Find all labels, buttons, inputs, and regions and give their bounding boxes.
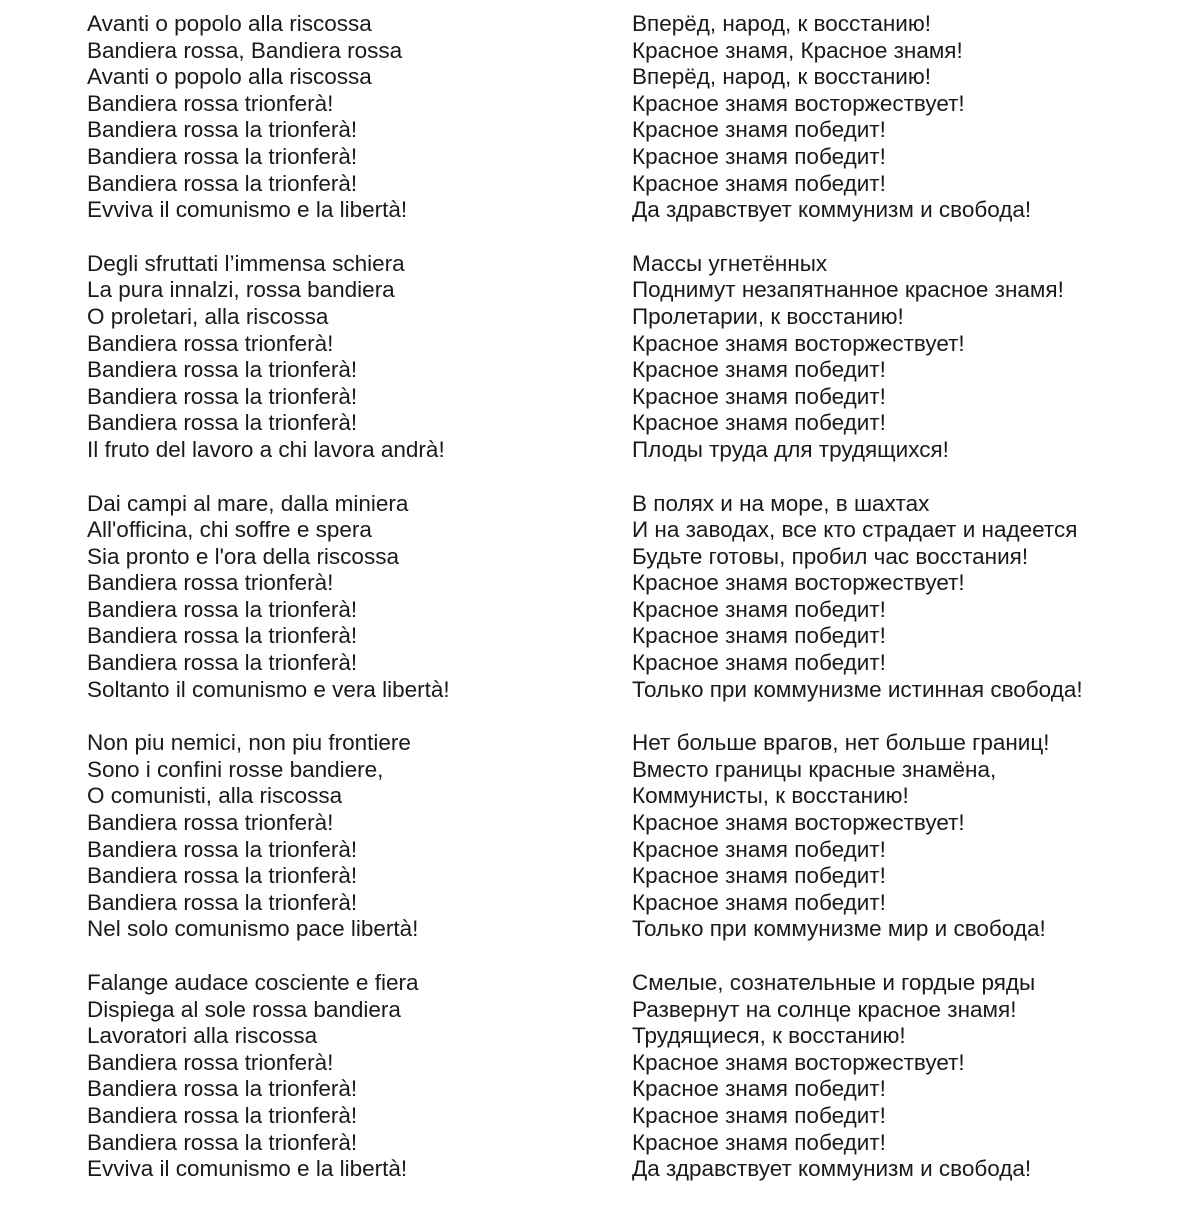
russian-lyric-line: Пролетарии, к восстанию!	[632, 303, 904, 329]
russian-lyric-line: Красное знамя, Красное знамя!	[632, 37, 963, 63]
italian-lyric-line: Dispiega al sole rossa bandiera	[87, 996, 401, 1022]
italian-lyric-line: Bandiera rossa la trionferà!	[87, 623, 358, 649]
russian-lyric-line: Смелые, сознательные и гордые ряды	[632, 970, 1036, 995]
russian-lyrics-column	[632, 11, 1172, 1210]
russian-lyric-line: Только при коммунизме мир и свобода!	[632, 916, 1046, 942]
italian-lyric-line: Evviva il comunismo e la libertà!	[87, 1156, 408, 1182]
russian-lyric-line: Красное знамя победит!	[632, 383, 886, 409]
italian-lyric-line: Bandiera rossa la trionferà!	[87, 889, 358, 915]
italian-lyric-line: Sia pronto e l'ora della riscossa	[87, 543, 399, 569]
italian-lyric-line: Bandiera rossa la trionferà!	[87, 596, 358, 622]
italian-lyric-line: Bandiera rossa trionferà!	[87, 330, 334, 356]
italian-lyric-line: Bandiera rossa la trionferà!	[87, 383, 358, 409]
russian-lyric-line: Красное знамя восторжествует!	[632, 1049, 965, 1075]
italian-lyric-line: Bandiera rossa trionferà!	[87, 570, 334, 596]
russian-lyric-line: Красное знамя победит!	[632, 1102, 886, 1128]
russian-lyric-line: Красное знамя победит!	[632, 1129, 886, 1155]
italian-stanza	[87, 491, 607, 704]
russian-lyric-line: Красное знамя восторжествует!	[632, 90, 965, 116]
italian-lyric-line: Degli sfruttati l’immensa schiera	[87, 250, 405, 276]
italian-lyric-line: Non piu nemici, non piu frontiere	[87, 730, 411, 756]
italian-lyric-line: Bandiera rossa la trionferà!	[87, 410, 358, 436]
russian-lyric-line: Будьте готовы, пробил час восстания!	[632, 543, 1029, 569]
russian-lyric-line: Красное знамя победит!	[632, 117, 886, 143]
russian-lyric-line: Вперёд, народ, к восстанию!	[632, 11, 931, 36]
russian-lyric-line: Красное знамя победит!	[632, 143, 886, 169]
italian-lyric-line: Sono i confini rosse bandiere,	[87, 756, 384, 782]
italian-lyric-line: La pura innalzi, rossa bandiera	[87, 277, 395, 303]
italian-lyric-line: Bandiera rossa trionferà!	[87, 90, 334, 116]
italian-lyric-line: Bandiera rossa la trionferà!	[87, 117, 358, 143]
russian-lyric-line: Красное знамя победит!	[632, 623, 886, 649]
russian-lyric-line: Только при коммунизме истинная свобода!	[632, 676, 1083, 702]
russian-lyric-line: Поднимут незапятнанное красное знамя!	[632, 277, 1064, 303]
italian-lyric-line: Avanti o popolo alla riscossa	[87, 64, 372, 90]
italian-lyric-line: Bandiera rossa la trionferà!	[87, 863, 358, 889]
italian-lyric-line: Bandiera rossa la trionferà!	[87, 650, 358, 676]
italian-stanza	[87, 251, 607, 464]
italian-lyric-line: O comunisti, alla riscossa	[87, 783, 343, 809]
russian-lyric-line: И на заводах, все кто страдает и надеется	[632, 517, 1078, 543]
italian-lyric-line: Soltanto il comunismo e vera libertà!	[87, 676, 450, 702]
russian-lyric-line: Массы угнетённых	[632, 250, 828, 276]
russian-lyric-line: Красное знамя победит!	[632, 863, 886, 889]
italian-lyric-line: Avanti o popolo alla riscossa	[87, 11, 372, 36]
russian-lyric-line: В полях и на море, в шахтах	[632, 490, 930, 516]
italian-lyric-line: Bandiera rossa, Bandiera rossa	[87, 37, 403, 63]
russian-lyric-line: Красное знамя победит!	[632, 1076, 886, 1102]
italian-lyric-line: All'officina, chi soffre e spera	[87, 517, 372, 543]
italian-lyric-line: Bandiera rossa la trionferà!	[87, 143, 358, 169]
italian-lyric-line: Lavoratori alla riscossa	[87, 1023, 318, 1049]
russian-lyric-line: Красное знамя восторжествует!	[632, 570, 965, 596]
italian-lyric-line: Nel solo comunismo pace libertà!	[87, 916, 419, 942]
russian-lyric-line: Плоды труда для трудящихся!	[632, 436, 949, 462]
russian-lyric-line: Развернут на солнце красное знамя!	[632, 996, 1017, 1022]
russian-stanza	[632, 970, 1172, 1183]
italian-lyric-line: Bandiera rossa trionferà!	[87, 1049, 334, 1075]
russian-stanza	[632, 730, 1172, 943]
italian-lyric-line: Dai campi al mare, dalla miniera	[87, 490, 409, 516]
russian-lyric-line: Красное знамя восторжествует!	[632, 330, 965, 356]
russian-stanza	[632, 11, 1172, 224]
italian-lyric-line: Bandiera rossa la trionferà!	[87, 1102, 358, 1128]
italian-lyric-line: Bandiera rossa trionferà!	[87, 810, 334, 836]
russian-lyric-line: Трудящиеся, к восстанию!	[632, 1023, 906, 1049]
italian-lyric-line: O proletari, alla riscossa	[87, 303, 329, 329]
russian-lyric-line: Красное знамя победит!	[632, 357, 886, 383]
italian-lyric-line: Bandiera rossa la trionferà!	[87, 357, 358, 383]
russian-lyric-line: Вместо границы красные знамёна,	[632, 756, 997, 782]
russian-lyric-line: Красное знамя победит!	[632, 170, 886, 196]
italian-lyrics-column	[87, 11, 607, 1210]
russian-lyric-line: Красное знамя победит!	[632, 596, 886, 622]
russian-lyric-line: Красное знамя победит!	[632, 410, 886, 436]
russian-lyric-line: Красное знамя восторжествует!	[632, 810, 965, 836]
italian-lyric-line: Evviva il comunismo e la libertà!	[87, 197, 408, 223]
italian-lyric-line: Falange audace cosciente e fiera	[87, 970, 419, 995]
italian-stanza	[87, 970, 607, 1183]
russian-stanza	[632, 251, 1172, 464]
russian-lyric-line: Красное знамя победит!	[632, 836, 886, 862]
russian-lyric-line: Нет больше врагов, нет больше границ!	[632, 730, 1050, 756]
russian-lyric-line: Коммунисты, к восстанию!	[632, 783, 909, 809]
italian-stanza	[87, 11, 607, 224]
russian-lyric-line: Красное знамя победит!	[632, 650, 886, 676]
italian-stanza	[87, 730, 607, 943]
russian-stanza	[632, 491, 1172, 704]
russian-lyric-line: Вперёд, народ, к восстанию!	[632, 64, 931, 90]
russian-lyric-line: Да здравствует коммунизм и свобода!	[632, 197, 1032, 223]
russian-lyric-line: Красное знамя победит!	[632, 889, 886, 915]
italian-lyric-line: Il fruto del lavoro a chi lavora andrà!	[87, 436, 445, 462]
italian-lyric-line: Bandiera rossa la trionferà!	[87, 1076, 358, 1102]
italian-lyric-line: Bandiera rossa la trionferà!	[87, 170, 358, 196]
italian-lyric-line: Bandiera rossa la trionferà!	[87, 1129, 358, 1155]
russian-lyric-line: Да здравствует коммунизм и свобода!	[632, 1156, 1032, 1182]
italian-lyric-line: Bandiera rossa la trionferà!	[87, 836, 358, 862]
